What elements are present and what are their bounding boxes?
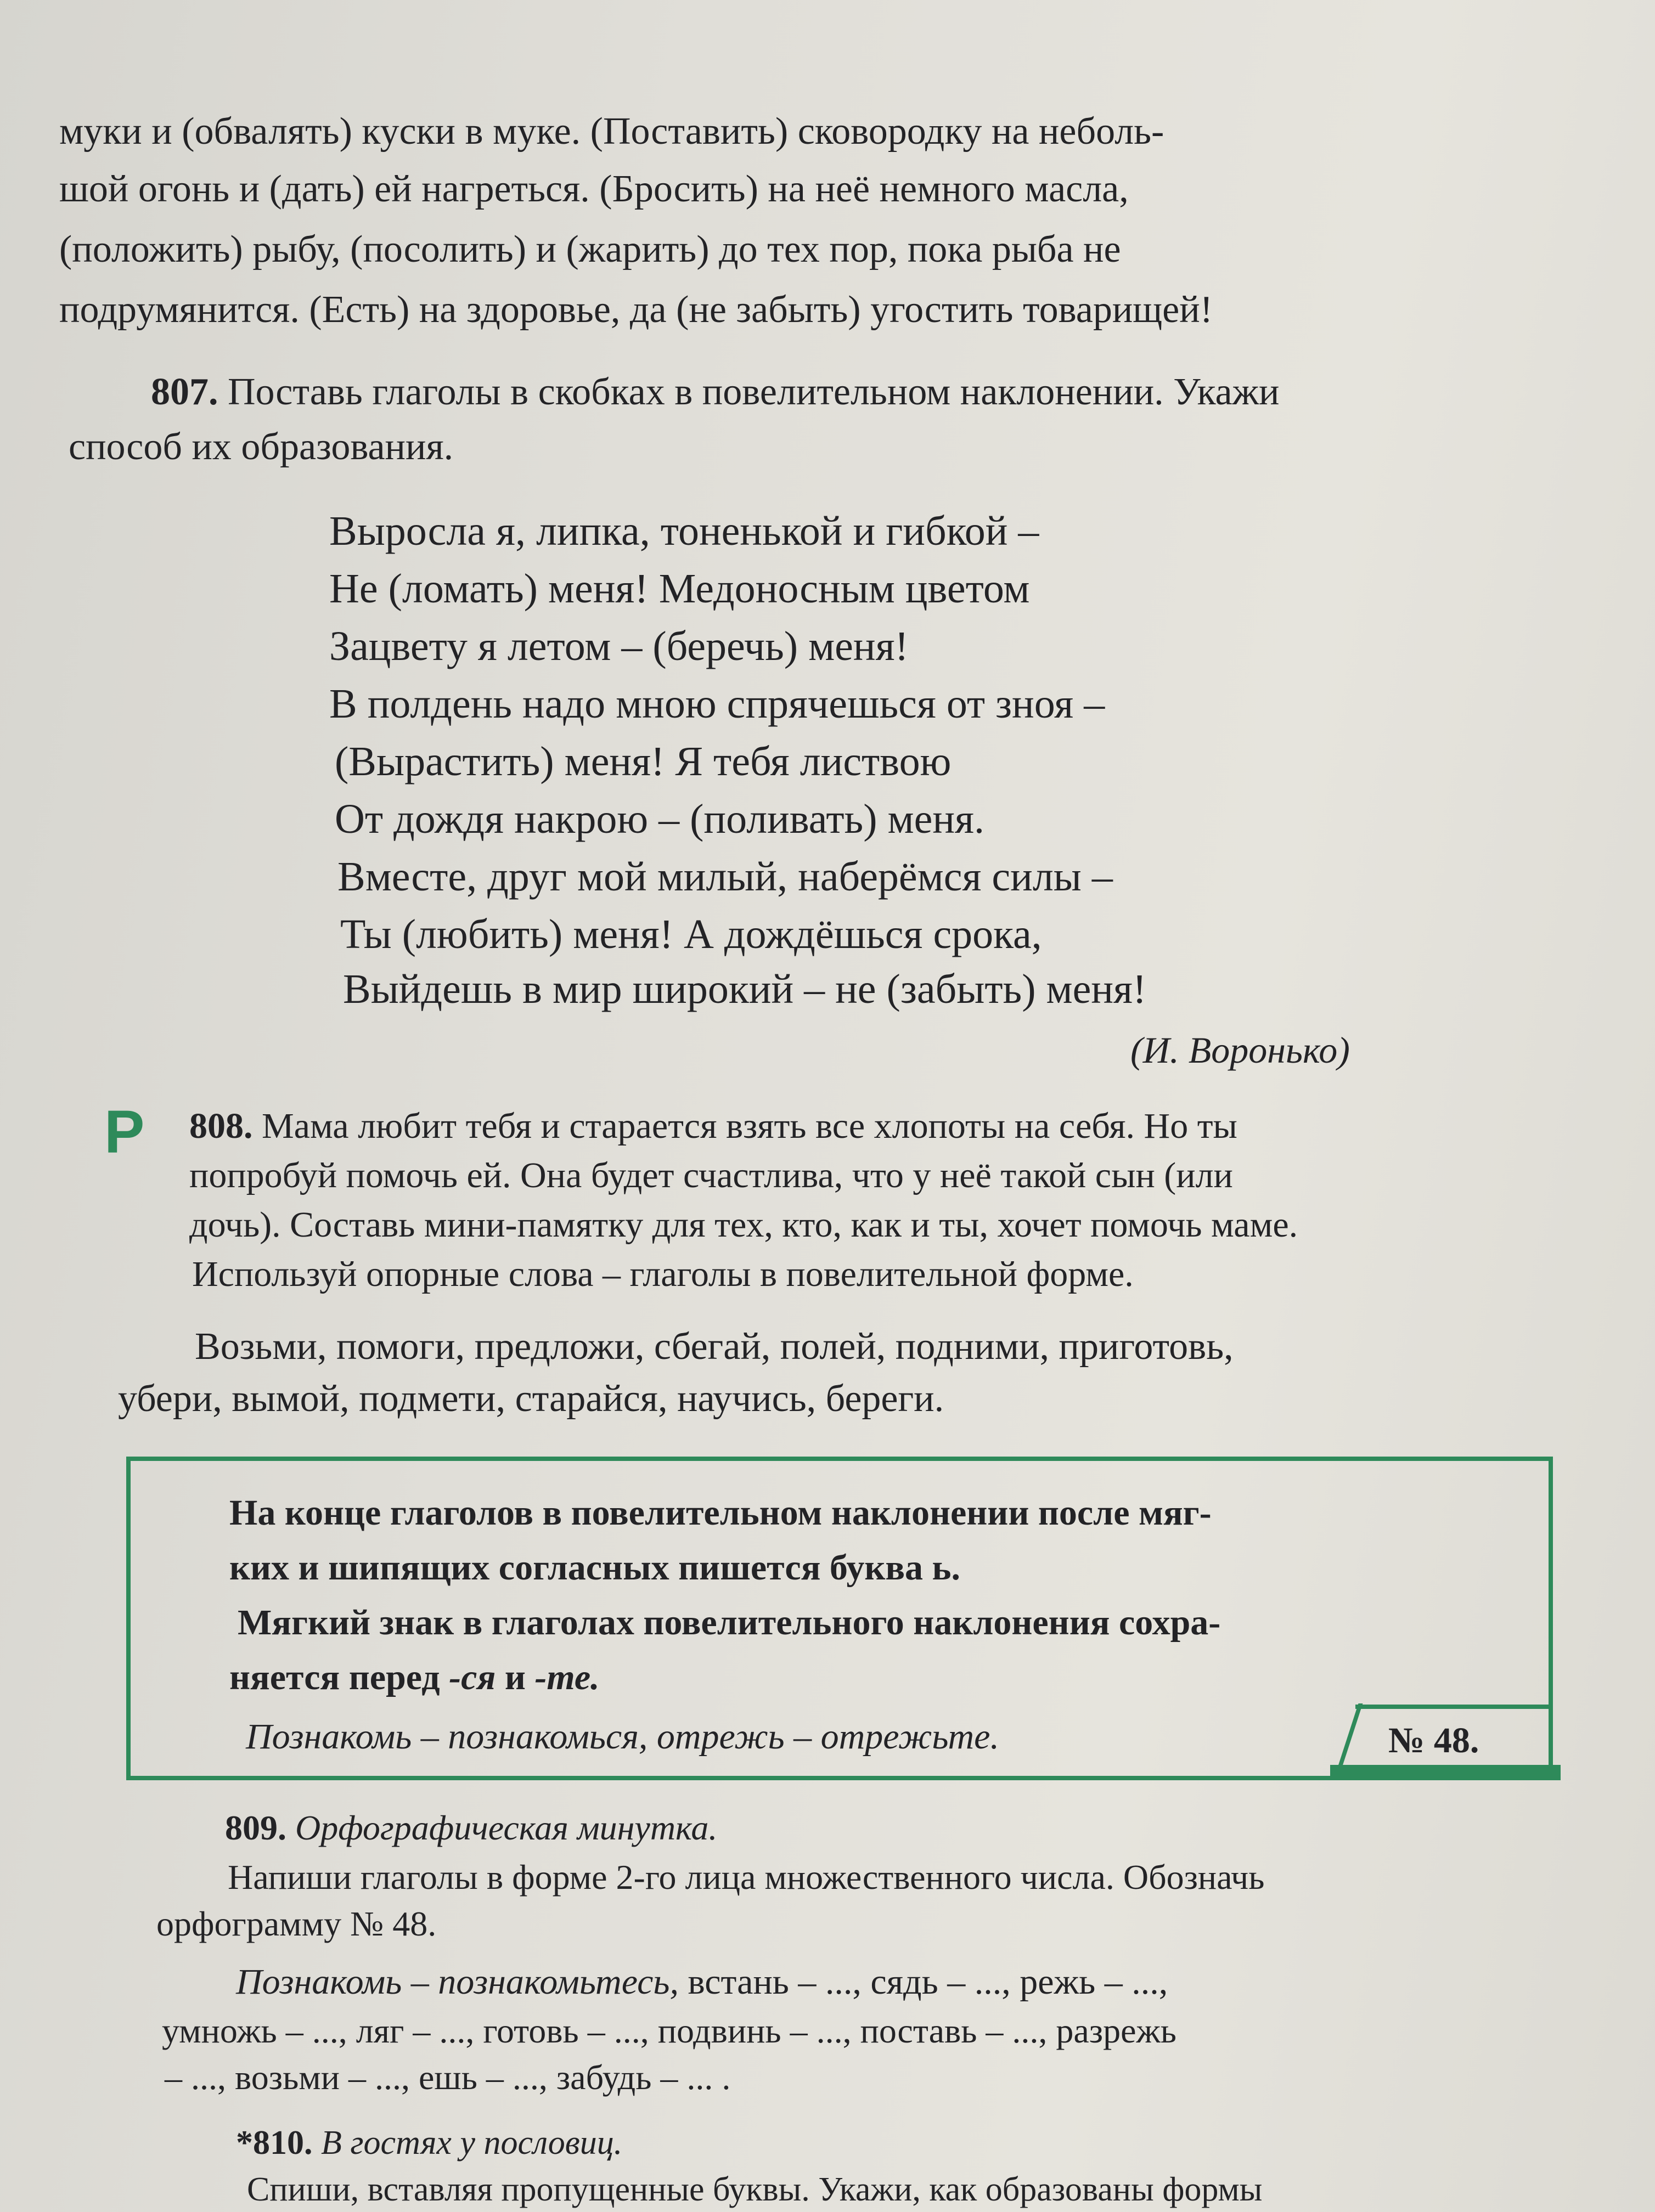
poem-line: (Вырастить) меня! Я тебя листвою (335, 738, 952, 785)
tag-bar (1330, 1765, 1561, 1780)
example-line: умножь – ..., ляг – ..., готовь – ..., подвинь – ..., поставь – ..., разрежь (162, 2011, 1176, 2050)
reference-words: убери, вымой, подмети, старайся, научись, береги. (118, 1378, 944, 1420)
text-line: дочь). Составь мини-памятку для тех, кто, как и ты, хочет помочь маме. (189, 1205, 1298, 1245)
rule-text: ких и шипящих согласных пишется буква ь. (229, 1548, 960, 1588)
exercise-number: 807. (151, 371, 218, 413)
reference-words: Возьми, помоги, предложи, сбегай, полей, подними, приготовь, (195, 1325, 1234, 1368)
rule-box (126, 1457, 1553, 1780)
poem-author: (И. Воронько) (1130, 1029, 1350, 1071)
example-line (236, 1964, 1168, 2000)
orthogram-number: № 48. (1388, 1720, 1479, 1760)
task-text: Мама любит тебя и старается взять все хлопоты на себя. Но ты (262, 1106, 1237, 1146)
text-line: попробуй помочь ей. Она будет счастлива, что у неё такой сын (или (189, 1155, 1233, 1195)
rule-text: Мягкий знак в глаголах повелительного наклонения сохра- (238, 1602, 1221, 1643)
orthogram-tag (1355, 1705, 1553, 1780)
text-line: шой огонь и (дать) ей нагреться. (Бросить) на неё немного масла, (59, 168, 1129, 210)
example-line: – ..., возьми – ..., ешь – ..., забудь – ... . (165, 2058, 731, 2097)
show-through-text (88, 647, 96, 685)
rule-example: Познакомь – познакомься, отрежь – отрежьте. (246, 1717, 999, 1757)
rule-text-part: и (496, 1657, 535, 1697)
text-line: Используй опорные слова – глаголы в повелительной форме. (192, 1254, 1134, 1294)
exercise-title: В гостях у пословиц. (321, 2124, 623, 2162)
task-text: Поставь глаголы в скобках в повелительном наклонении. Укажи (228, 371, 1280, 413)
exercise-807-task (151, 373, 1279, 411)
example-rest: встань – ..., сядь – ..., режь – ..., (678, 1962, 1168, 2002)
text-line: (положить) рыбу, (посолить) и (жарить) до тех пор, пока рыба не (59, 228, 1121, 270)
poem-line: От дождя накрою – (поливать) меня. (335, 796, 984, 842)
poem-line: В полдень надо мною спрячешься от зноя – (329, 681, 1105, 727)
text-line: орфограмму № 48. (156, 1904, 437, 1943)
poem-line: Зацвету я летом – (беречь) меня! (329, 623, 909, 669)
poem-line: Ты (любить) меня! А дождёшься срока, (340, 911, 1042, 957)
exercise-810-heading (236, 2126, 622, 2160)
poem-line: Не (ломать) меня! Медоносным цветом (329, 566, 1030, 612)
poem-line: Выросла я, липка, тоненькой и гибкой – (329, 508, 1039, 554)
rule-text-part: няется перед (229, 1657, 449, 1697)
text-line: Спиши, вставляя пропущенные буквы. Укажи, как образованы формы (247, 2171, 1263, 2208)
exercise-808-task (189, 1108, 1237, 1144)
exercise-809-heading (225, 1810, 717, 1846)
poem-line: Выйдешь в мир широкий – не (забыть) меня! (343, 966, 1147, 1012)
exercise-number: *810. (236, 2124, 313, 2162)
suffix: -те. (534, 1657, 600, 1697)
exercise-807-task-cont: способ их образования. (69, 426, 454, 468)
text-line: подрумянится. (Есть) на здоровье, да (не забыть) угостить товарищей! (59, 289, 1213, 331)
poem-line: Вместе, друг мой милый, наберёмся силы – (337, 854, 1113, 900)
rule-text: На конце глаголов в повелительном наклонении после мяг- (229, 1493, 1212, 1533)
text-line: Напиши глаголы в форме 2-го лица множественного числа. Обозначь (228, 1858, 1265, 1897)
exercise-marker-icon: Р (104, 1098, 145, 1166)
exercise-title: Орфографическая минутка. (295, 1808, 718, 1847)
text-line: муки и (обвалять) куски в муке. (Поставить) сковородку на неболь- (59, 110, 1164, 153)
rule-text (229, 1657, 600, 1697)
suffix: -ся (449, 1657, 496, 1697)
example-italic: Познакомь – познакомьтесь, (236, 1962, 679, 2002)
exercise-number: 808. (189, 1106, 253, 1146)
exercise-number: 809. (225, 1808, 286, 1847)
